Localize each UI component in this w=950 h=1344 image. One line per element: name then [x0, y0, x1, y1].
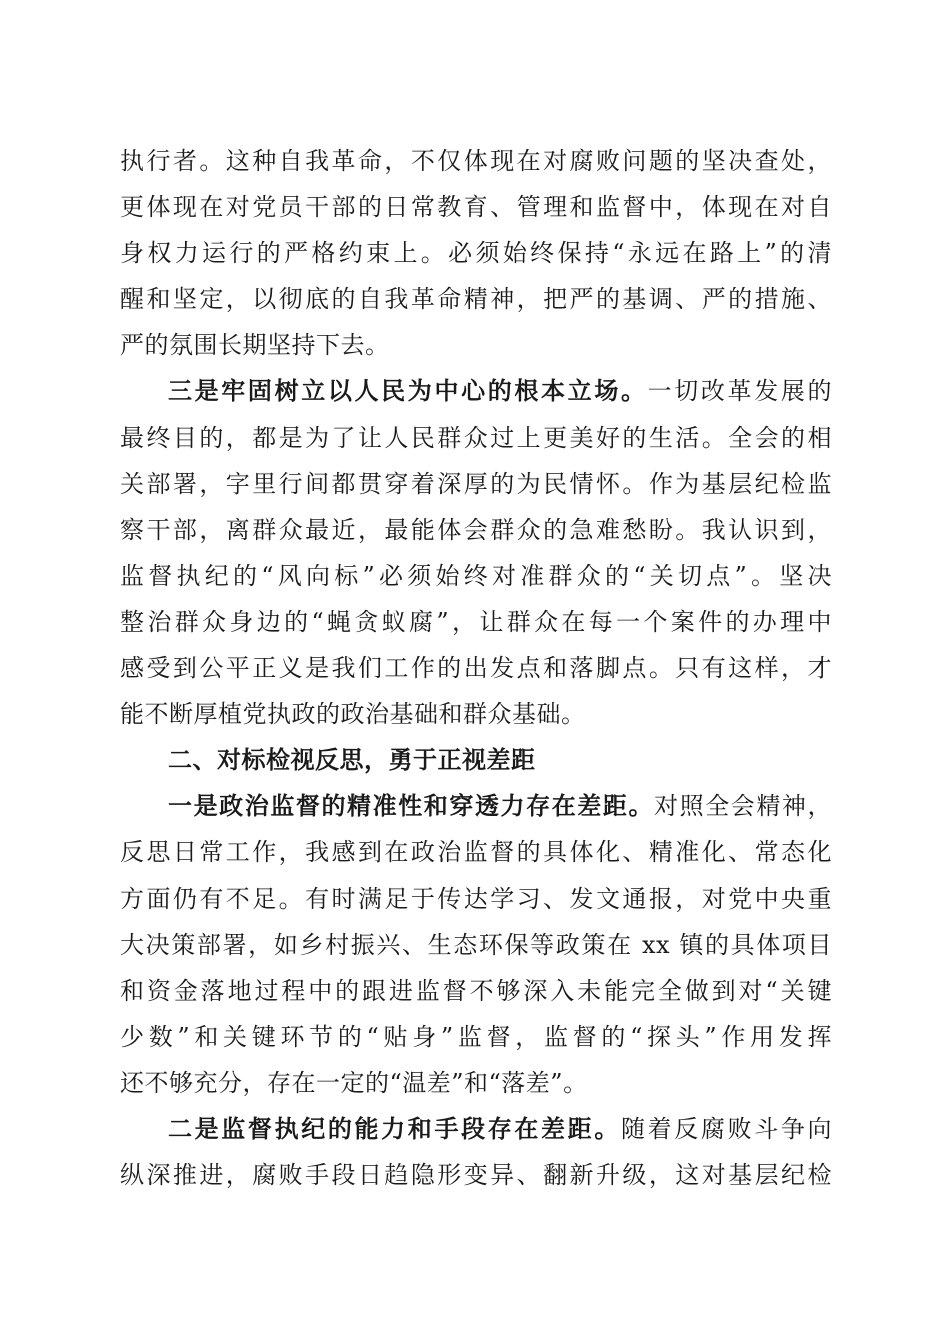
para2-first-rest: 一切改革发展的: [647, 377, 832, 406]
para2-line-8: 能不断厚植党执政的政治基础和群众基础。: [120, 700, 586, 729]
para3-line-2: 反思日常工作，我感到在政治监督的具体化、精准化、常态化: [120, 838, 832, 867]
para1-line-5: 严的氛围长期坚持下去。: [120, 331, 390, 360]
para3-lead: 一是政治监督的精准性和穿透力存在差距。: [168, 791, 655, 821]
document-body: [120, 138, 832, 1198]
para2-line-4: 察干部，离群众最近，最能体会群众的急难愁盼。我认识到，: [120, 515, 832, 544]
para4-line-2: 纵深推进，腐败手段日趋隐形变异、翻新升级，这对基层纪检: [120, 1161, 832, 1190]
para2-line-6: 整治群众身边的“蝇贪蚁腐”，让群众在每一个案件的办理中: [120, 607, 832, 636]
para2-line-5: 监督执纪的“风向标”必须始终对准群众的“关切点”。坚决: [120, 561, 832, 590]
para1-line-4: 醒和坚定，以彻底的自我革命精神，把严的基调、严的措施、: [120, 285, 832, 314]
para2-line-7: 感受到公平正义是我们工作的出发点和落脚点。只有这样，才: [120, 654, 832, 683]
para2-line-3: 关部署，字里行间都贯穿着深厚的为民情怀。作为基层纪检监: [120, 469, 832, 498]
para3-line-3: 方面仍有不足。有时满足于传达学习、发文通报，对党中央重: [120, 884, 832, 913]
para2-line-2: 最终目的，都是为了让人民群众过上更美好的生活。全会的相: [120, 423, 832, 452]
para4-first-rest: 随着反腐败斗争向: [620, 1114, 833, 1143]
para3-first-rest: 对照全会精神，: [654, 792, 833, 821]
para4-lead: 二是监督执纪的能力和手段存在差距。: [168, 1113, 621, 1143]
para2-line-1: [120, 368, 832, 414]
para3-line-5: 和资金落地过程中的跟进监督不够深入未能完全做到对“关键: [120, 976, 832, 1005]
para4-line-1: [120, 1106, 832, 1152]
para2-lead: 三是牢固树立以人民为中心的根本立场。: [168, 376, 648, 406]
para1-line-3: 身权力运行的严格约束上。必须始终保持“永远在路上”的清: [120, 239, 832, 268]
para3-line-4: 大决策部署，如乡村振兴、生态环保等政策在 xx 镇的具体项目: [120, 930, 832, 959]
para3-line-1: [120, 783, 832, 829]
para1-line-2: 更体现在对党员干部的日常教育、管理和监督中，体现在对自: [120, 193, 832, 222]
section-heading: 二、对标检视反思，勇于正视差距: [168, 746, 536, 775]
para1-line-1: 执行者。这种自我革命，不仅体现在对腐败问题的坚决查处，: [120, 147, 832, 175]
para3-line-6: 少数”和关键环节的“贴身”监督，监督的“探头”作用发挥: [120, 1022, 832, 1051]
para3-line-7: 还不够充分，存在一定的“温差”和“落差”。: [120, 1068, 588, 1097]
